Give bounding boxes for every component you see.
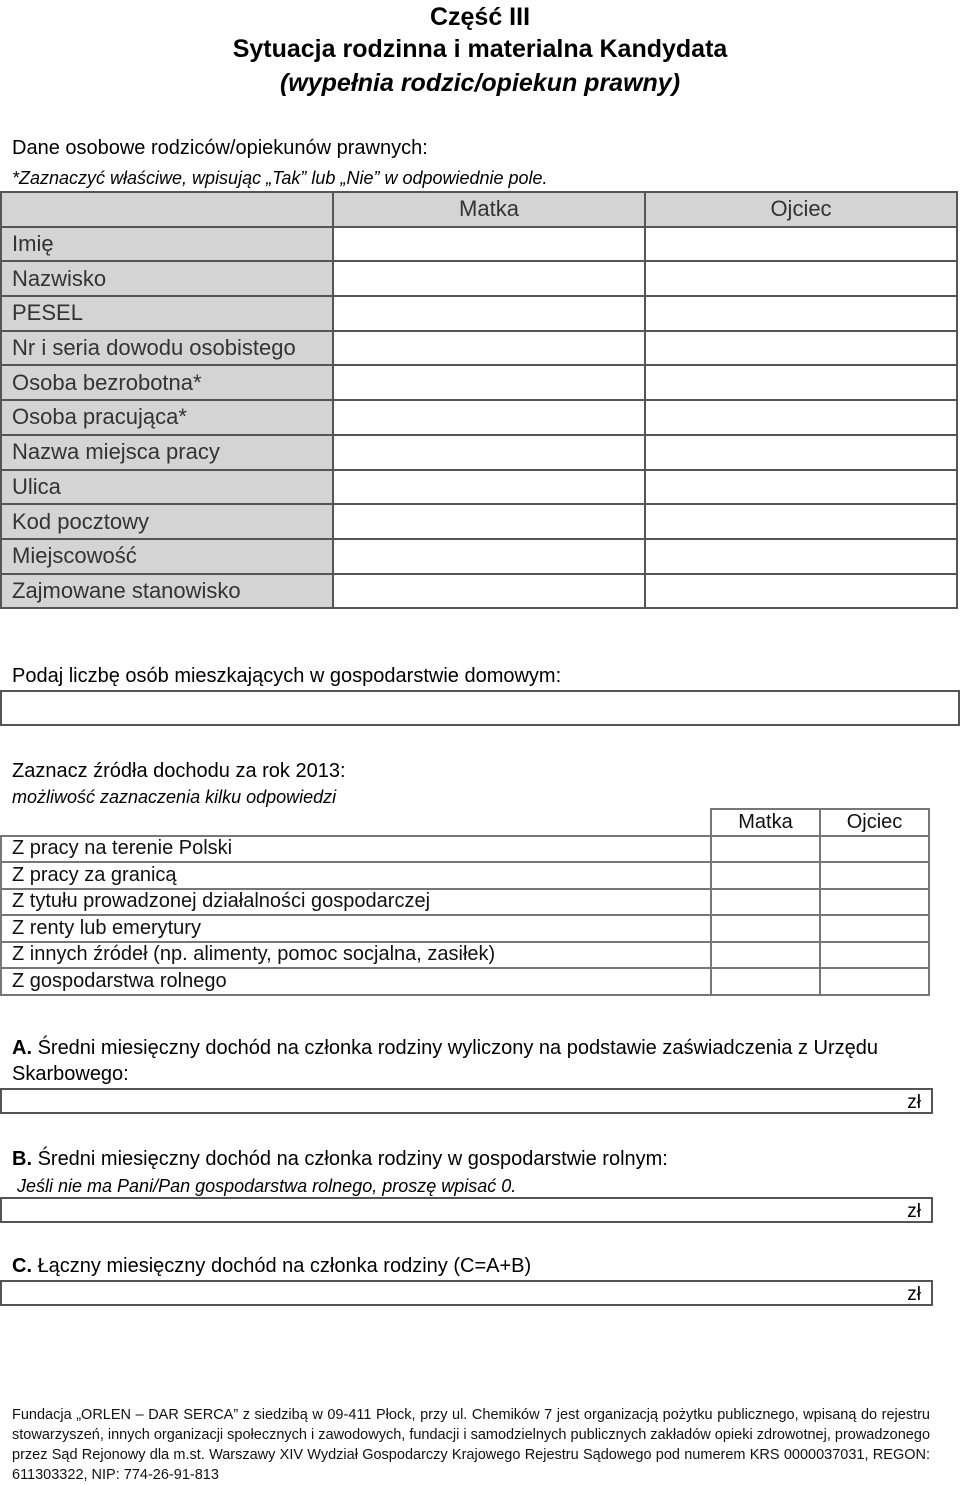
income-source-label: Z pracy na terenie Polski (1, 836, 711, 863)
income-b-letter: B. (12, 1148, 32, 1170)
father-input-cell[interactable] (645, 261, 957, 296)
row-label: Miejscowość (1, 539, 333, 574)
father-input-cell[interactable] (645, 331, 957, 366)
income-a-input[interactable] (0, 1088, 933, 1114)
mother-checkbox-cell[interactable] (711, 915, 820, 942)
row-label: PESEL (1, 296, 333, 331)
row-label: Nazwisko (1, 261, 333, 296)
father-input-cell[interactable] (645, 435, 957, 470)
father-checkbox-cell[interactable] (820, 968, 929, 995)
income-c-unit: zł (907, 1284, 921, 1305)
table-row (1, 435, 957, 470)
income-source-label: Z gospodarstwa rolnego (1, 968, 711, 995)
mother-checkbox-cell[interactable] (711, 889, 820, 916)
table-row (1, 942, 929, 969)
parents-heading: Dane osobowe rodziców/opiekunów prawnych: (12, 137, 428, 159)
income-b-label: Średni miesięczny dochód na członka rodziny w gospodarstwie rolnym: (37, 1148, 668, 1170)
page-subtitle: (wypełnia rodzic/opiekun prawny) (279, 69, 681, 97)
income-a-label: Średni miesięczny dochód na członka rodziny wyliczony na podstawie zaświadczenia z Urzędu Skarbowego: (12, 1037, 878, 1085)
row-label: Imię (1, 227, 333, 262)
father-input-cell[interactable] (645, 574, 957, 609)
table-row (1, 836, 929, 863)
mother-input-cell[interactable] (333, 365, 645, 400)
footer-legal-text: Fundacja „ORLEN – DAR SERCA” z siedzibą w 09-411 Płock, przy ul. Chemików 7 jest organizacją pożytku publicznego, wpisaną do rejestru stowarzyszeń, innych organizacji społecznych i zawodowych, fundacji i samodzielnych publicznych zakładów opieki zdrowotnej, prowadzonego przez Sąd Rejonowy dla m.st. Warszawy XIV Wydział Gospodarczy Krajowego Rejestru Sądowego pod numerem KRS 0000037031, REGON: 611303322, NIP: 774-26-91-813 (12, 1407, 931, 1483)
mother-input-cell[interactable] (333, 574, 645, 609)
row-label: Zajmowane stanowisko (1, 574, 333, 609)
table-row (1, 862, 929, 889)
father-checkbox-cell[interactable] (820, 862, 929, 889)
father-input-cell[interactable] (645, 470, 957, 505)
father-input-cell[interactable] (645, 365, 957, 400)
income-source-label: Z renty lub emerytury (1, 915, 711, 942)
row-label: Nazwa miejsca pracy (1, 435, 333, 470)
income-c-letter: C. (12, 1255, 32, 1277)
mother-input-cell[interactable] (333, 296, 645, 331)
table-row (1, 296, 957, 331)
table-row (1, 504, 957, 539)
income-c-text (12, 1253, 531, 1279)
part-heading: Część III (429, 3, 531, 31)
father-input-cell[interactable] (645, 227, 957, 262)
mother-input-cell[interactable] (333, 435, 645, 470)
father-input-cell[interactable] (645, 504, 957, 539)
income-source-label: Z tytułu prowadzonej działalności gospodarczej (1, 889, 711, 916)
income-sources-table (0, 808, 930, 996)
mother-input-cell[interactable] (333, 331, 645, 366)
father-input-cell[interactable] (645, 539, 957, 574)
col-mother-header: Matka (711, 809, 820, 836)
income-sources-note: możliwość zaznaczenia kilku odpowiedzi (12, 787, 337, 807)
mother-input-cell[interactable] (333, 400, 645, 435)
income-source-label: Z pracy za granicą (1, 862, 711, 889)
col-father-header: Ojciec (645, 192, 957, 227)
income-b-note: Jeśli nie ma Pani/Pan gospodarstwa rolnego, proszę wpisać 0. (17, 1176, 517, 1196)
row-label: Osoba bezrobotna* (1, 365, 333, 400)
table-row (1, 968, 929, 995)
page-title: Sytuacja rodzinna i materialna Kandydata (232, 35, 728, 63)
table-row (1, 400, 957, 435)
table-row (1, 915, 929, 942)
mother-input-cell[interactable] (333, 470, 645, 505)
household-input[interactable] (0, 690, 960, 726)
parents-note: *Zaznaczyć właściwe, wpisując „Tak” lub „Nie” w odpowiednie pole. (12, 168, 548, 188)
mother-checkbox-cell[interactable] (711, 942, 820, 969)
row-label: Nr i seria dowodu osobistego (1, 331, 333, 366)
father-checkbox-cell[interactable] (820, 942, 929, 969)
income-b-text (12, 1146, 668, 1172)
header-empty-cell (1, 192, 333, 227)
mother-checkbox-cell[interactable] (711, 862, 820, 889)
table-row (1, 227, 957, 262)
income-a-unit: zł (907, 1092, 921, 1113)
father-checkbox-cell[interactable] (820, 889, 929, 916)
income-source-label: Z innych źródeł (np. alimenty, pomoc socjalna, zasiłek) (1, 942, 711, 969)
row-label: Kod pocztowy (1, 504, 333, 539)
parents-table-header (1, 192, 957, 227)
col-mother-header: Matka (333, 192, 645, 227)
income-c-label: Łączny miesięczny dochód na członka rodziny (C=A+B) (37, 1255, 532, 1277)
table-row (1, 470, 957, 505)
table-row (1, 539, 957, 574)
row-label: Osoba pracująca* (1, 400, 333, 435)
mother-checkbox-cell[interactable] (711, 836, 820, 863)
mother-input-cell[interactable] (333, 539, 645, 574)
father-checkbox-cell[interactable] (820, 836, 929, 863)
table-row (1, 331, 957, 366)
table-row (1, 889, 929, 916)
household-label: Podaj liczbę osób mieszkających w gospodarstwie domowym: (12, 665, 562, 687)
income-b-unit: zł (907, 1201, 921, 1222)
table-row (1, 574, 957, 609)
table-row (1, 365, 957, 400)
income-a-letter: A. (12, 1037, 32, 1059)
income-a-text (12, 1035, 912, 1087)
header-empty-cell (1, 809, 711, 836)
income-sources-heading: Zaznacz źródła dochodu za rok 2013: (12, 760, 346, 782)
father-input-cell[interactable] (645, 296, 957, 331)
col-father-header: Ojciec (820, 809, 929, 836)
income-c-input[interactable] (0, 1280, 933, 1306)
income-b-input[interactable] (0, 1197, 933, 1223)
mother-input-cell[interactable] (333, 504, 645, 539)
parents-table (0, 191, 958, 609)
mother-input-cell[interactable] (333, 227, 645, 262)
father-input-cell[interactable] (645, 400, 957, 435)
table-row (1, 261, 957, 296)
father-checkbox-cell[interactable] (820, 915, 929, 942)
mother-input-cell[interactable] (333, 261, 645, 296)
income-table-header (1, 809, 929, 836)
mother-checkbox-cell[interactable] (711, 968, 820, 995)
row-label: Ulica (1, 470, 333, 505)
